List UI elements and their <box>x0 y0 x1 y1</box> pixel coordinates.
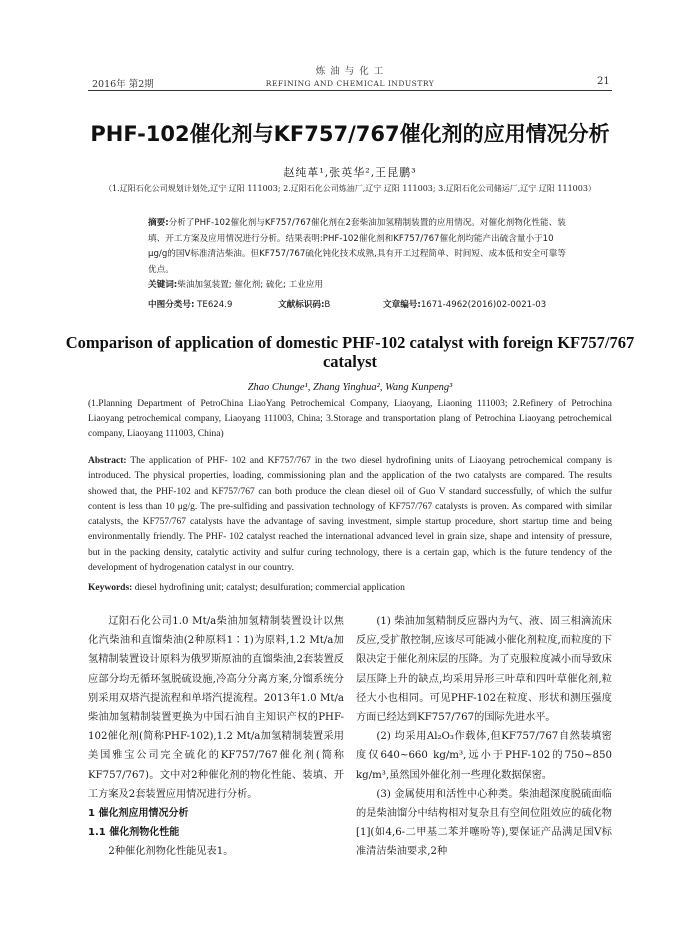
journal-header <box>0 63 700 88</box>
page-number: 21 <box>597 76 610 87</box>
abstract-en-label: Abstract: <box>88 456 127 466</box>
abstract-cn-text: 分析了PHF-102催化剂与KF757/767催化剂在2套柴油加氢精制装置的应用情况。对催化剂物化性能、装填、开工方案及应用情况进行分析。结果表明:PHF-102催化剂和KF757/767催化剂均能产出硫含量小于10 μg/g的国Ⅴ标准清洁柴油。但KF757/767硫化钝化技术成熟,具有开工过程简单、时间短、成本低和安全可靠等优点。 <box>148 218 566 275</box>
keywords-en <box>88 583 612 593</box>
issue-label: 2016年 第2期 <box>92 79 154 90</box>
intro-paragraph: 辽阳石化公司1.0 Mt/a柴油加氢精制装置设计以焦化汽柴油和直馏柴油(2种原料1∶1)为原料,1.2 Mt/a加氢精制装置设计原料为俄罗斯原油的直馏柴油,2套装置反应部分均无循环氢脱硫设施,冷高分分离方案,分馏系统分别采用双塔汽提流程和单塔汽提流程。2013年1.0 Mt/a柴油加氢精制装置更换为中国石油自主知识产权的PHF-102催化剂(简称PHF-102),1.2 Mt/a加氢精制装置采用美国雅宝公司完全硫化的KF757/767催化剂(简称KF757/767)。文中对2种催化剂的物化性能、装填、开工方案及2套装置应用情况进行分析。 <box>88 616 344 800</box>
keywords-en-text: diesel hydrofining unit; catalyst; desulfuration; commercial application <box>134 583 405 593</box>
abstract-en <box>88 454 612 576</box>
section-heading-1: 1 催化剂应用情况分析 <box>88 808 189 820</box>
paper-title: PHF-102催化剂与KF757/767催化剂的应用情况分析 <box>90 122 610 146</box>
clc-code: 中图分类号: TE624.9 <box>148 300 233 310</box>
authors-en: Zhao Chunge¹, Zhang Yinghua², Wang Kunpeng³ <box>247 382 453 393</box>
paragraph-metal-usage: (3) 金属使用和活性中心种类。柴油超深度脱硫面临的是柴油馏分中结构相对复杂且有空间位阻效应的硫化物[1](如4,6-二甲基二苯并噻吩等),要保证产品满足国Ⅴ标准清洁柴油要求,2种 <box>356 788 612 858</box>
affiliation-en: (1.Planning Department of PetroChina LiaoYang Petrochemical Company, Liaoyang, Liaoning 111003; 2.Refinery of Petrochina Liaoyang petrochemical company, Liaoyang 111003, China; 3.Storage and transportation plang of Petrochina Liaoyang petrochemical company, Liaoyang 111003, China) <box>88 399 612 439</box>
paragraph-particle-size: (1) 柴油加氢精制反应器内为气、液、固三相滴流床反应,受扩散控制,应该尽可能减小催化剂粒度,而粒度的下限决定于催化剂床层的压降。为了克服粒度减小而导致床层压降上升的缺点,均采用异形三叶草和四叶草催化剂,粒径大小也相同。可见PHF-102在粒度、形状和测压强度方面已经达到KF757/767的国际先进水平。 <box>356 616 612 724</box>
affiliation: （1.辽阳石化公司规划计划处,辽宁 辽阳 111003; 2.辽阳石化公司炼油厂,辽宁 辽阳 111003; 3.辽阳石化公司储运厂,辽宁 辽阳 111003） <box>104 184 596 193</box>
header-rule <box>88 90 612 91</box>
authors: 赵纯革¹,张英华²,王昆鹏³ <box>283 166 417 179</box>
body-column-left <box>88 612 344 862</box>
table-reference-paragraph: 2种催化剂物化性能见表1。 <box>108 846 234 858</box>
body-column-right <box>356 612 612 862</box>
journal-name-cn: 炼 油 与 化 工 <box>315 66 385 77</box>
paragraph-carrier: (2) 均采用Al₂O₃作载体,但KF757/767自然装填密度仅640~660 kg/m³,远小于PHF-102的750~850 kg/m³,虽然国外催化剂一些理化数据保密。 <box>356 731 612 781</box>
keywords-cn-text: 柴油加氢装置; 催化剂; 硫化; 工业应用 <box>177 280 324 290</box>
keywords-cn-label: 关键词: <box>148 280 178 290</box>
section-heading-1-1: 1.1 催化剂物化性能 <box>88 827 180 839</box>
abstract-cn <box>148 216 568 294</box>
abstract-cn-label: 摘要: <box>148 218 169 228</box>
keywords-en-label: Keywords: <box>88 583 133 593</box>
doc-code: 文献标识码:B <box>278 300 331 310</box>
journal-name-en: REFINING AND CHEMICAL INDUSTRY <box>265 79 435 88</box>
abstract-en-text: The application of PHF- 102 and KF757/767 in the two diesel hydrofining units of Liaoyang petrochemical company is introduced. The physical properties, loading, commissioning plan and the application of the two catalysts are compared. The results showed that, the PHF-102 and KF757/767 can both produce the clean diesel oil of Guo V standard successfully, of which the sulfur content is less than 10 μg/g. The pre-sulfiding and passivation technology of KF757/767 catalysts is proven. As compared with similar catalysts, the KF757/767 catalysts have the advantage of saving investment, simple startup procedure, short startup time and being environmentally friendly. The PHF- 102 catalyst reached the international advanced level in grain size, shape and intensity of pressure, but in the packing density, catalytic activity and sulfur curing technology, there is a certain gap, which is the future tendency of the development of hydrogenation catalyst in our country. <box>88 456 612 574</box>
paper-title-en: Comparison of application of domestic PHF-102 catalyst with foreign KF757/767 catalyst <box>65 333 635 371</box>
article-number: 文章编号:1671-4962(2016)02-0021-03 <box>383 300 547 310</box>
